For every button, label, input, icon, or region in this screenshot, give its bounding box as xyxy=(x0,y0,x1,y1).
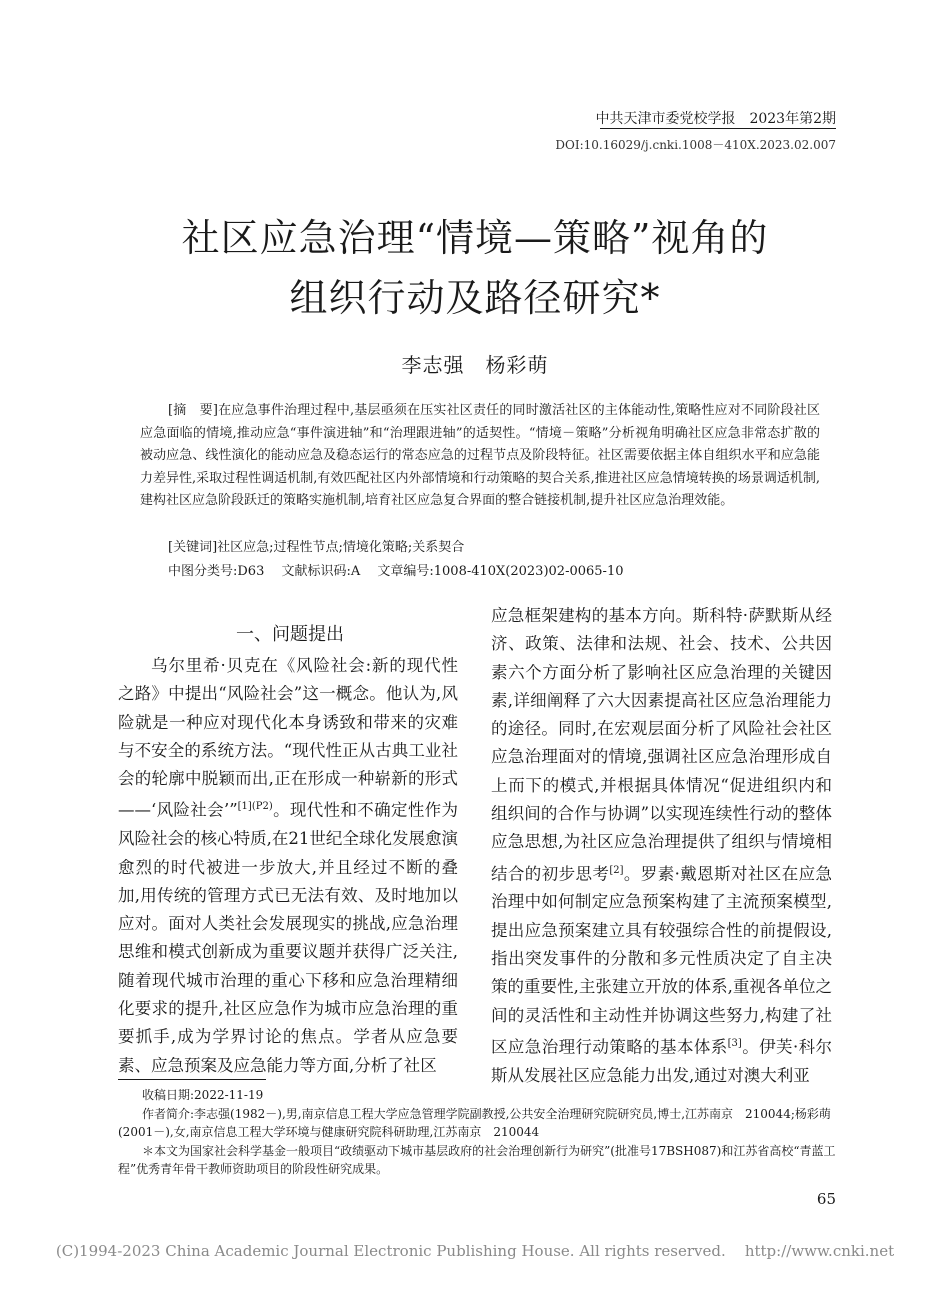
citation: [3] xyxy=(727,1037,742,1049)
abstract-text: 在应急事件治理过程中,基层亟须在压实社区责任的同时激活社区的主体能动性,策略性应对不同阶段社区应急面临的情境,推动应急“事件演进轴”和“治理跟进轴”的适契性。“情境－策略”分析视角明确社区应急非常态扩散的被动应急、线性演化的能动应急及稳态运行的常态应急的过程节点及阶段特征。社区需要依据主体自组织水平和应急能力差异性,采取过程性调适机制,有效匹配社区内外部情境和行动策略的契合关系,推进社区应急情境转换的场景调适机制,建构社区应急阶段跃迁的策略实施机制,培育社区应急复合界面的整合链接机制,提升社区应急治理效能。 xyxy=(140,403,820,508)
copyright-line: (C)1994-2023 China Academic Journal Electronic Publishing House. All rights reserved. http://www.cnki.net xyxy=(55,1242,895,1260)
body-paragraph xyxy=(491,602,832,1090)
section-heading: 一、问题提出 xyxy=(236,624,344,645)
abstract xyxy=(140,400,820,513)
body-paragraph xyxy=(118,652,458,1080)
classification-line: 中图分类号:D63 文献标识码:A 文章编号:1008-410X(2023)02-0065-10 xyxy=(168,564,624,579)
right-column xyxy=(491,602,832,1090)
received-date: 收稿日期:2022-11-19 xyxy=(142,1088,264,1102)
para-text: 乌尔里希·贝克在《风险社会:新的现代性之路》中提出“风险社会”这一概念。他认为,风险就是一种应对现代化本身诱致和带来的灾难与不安全的系统方法。“现代性正从古典工业社会的轮廓中脱颖而出,正在形成一种崭新的形式——‘风险社会’” xyxy=(118,656,458,820)
author-bio: 作者简介:李志强(1982－),男,南京信息工程大学应急管理学院副教授,公共安全治理研究院研究员,博士,江苏南京 210044;杨彩萌(2001－),女,南京信息工程大学环境与健康研究院科研助理,江苏南京 210044 xyxy=(118,1106,831,1139)
para-text-cont: 。现代性和不确定性作为风险社会的核心特质,在21世纪全球化发展愈演愈烈的时代被进一步放大,并且经过不断的叠加,用传统的管理方式已无法有效、及时地加以应对。面对人类社会发展现实的挑战,应急治理思维和模式创新成为重要议题并获得广泛关注,随着现代城市治理的重心下移和应急治理精细化要求的提升,社区应急作为城市应急治理的重要抓手,成为学界讨论的焦点。学者从应急要素、应急预案及应急能力等方面,分析了社区 xyxy=(118,800,458,1075)
page-number: 65 xyxy=(816,1190,836,1208)
article-title xyxy=(60,208,890,328)
doi-line: DOI:10.16029/j.cnki.1008－410X.2023.02.007 xyxy=(555,138,836,152)
author-names: 李志强 杨彩萌 xyxy=(401,353,549,377)
keywords: [关键词]社区应急;过程性节点;情境化策略;关系契合 xyxy=(168,540,465,555)
citation: [2] xyxy=(609,864,624,876)
footnotes xyxy=(118,1086,836,1179)
funding-note: ＊本文为国家社会科学基金一般项目“政绩驱动下城市基层政府的社会治理创新行为研究”(批准号17BSH087)和江苏省高校“青蓝工程”优秀青年骨干教师资助项目的阶段性研究成果。 xyxy=(118,1143,836,1176)
para-text: 应急框架建构的基本方向。斯科特·萨默斯从经济、政策、法律和法规、社会、技术、公共因素六个方面分析了影响社区应急治理的关键因素,详细阐释了六大因素提高社区应急治理能力的途径。同时,在宏观层面分析了风险社会社区应急治理面对的情境,强调社区应急治理形成自上而下的模式,并根据具体情况“促进组织内和组织间的合作与协调”以实现连续性行动的整体应急思想,为社区应急治理提供了组织与情境相结合的初步思考 xyxy=(491,606,832,884)
journal-header: 中共天津市委党校学报 2023年第2期 xyxy=(595,111,836,127)
left-column xyxy=(118,652,458,1080)
footnote-rule xyxy=(118,1079,266,1080)
title-line-2: 组织行动及路径研究* xyxy=(289,276,661,320)
abstract-label: [摘 要] xyxy=(168,403,218,418)
title-line-1: 社区应急治理“情境—策略”视角的 xyxy=(181,216,769,260)
para-text-cont: 。伊芙·科尔斯从发展社区应急能力出发,通过对澳大利亚 xyxy=(491,1037,832,1085)
header-rule xyxy=(600,128,836,129)
para-text-cont: 。罗素·戴恩斯对社区在应急治理中如何制定应急预案构建了主流预案模型,提出应急预案建立具有较强综合性的前提假设,指出突发事件的分散和多元性质决定了自主决策的重要性,主张建立开放的体系,重视各单位之间的灵活性和主动性并协调这些努力,构建了社区应急治理行动策略的基本体系 xyxy=(491,864,832,1057)
citation: [1](P2) xyxy=(237,801,273,813)
abstract-body xyxy=(140,400,820,513)
